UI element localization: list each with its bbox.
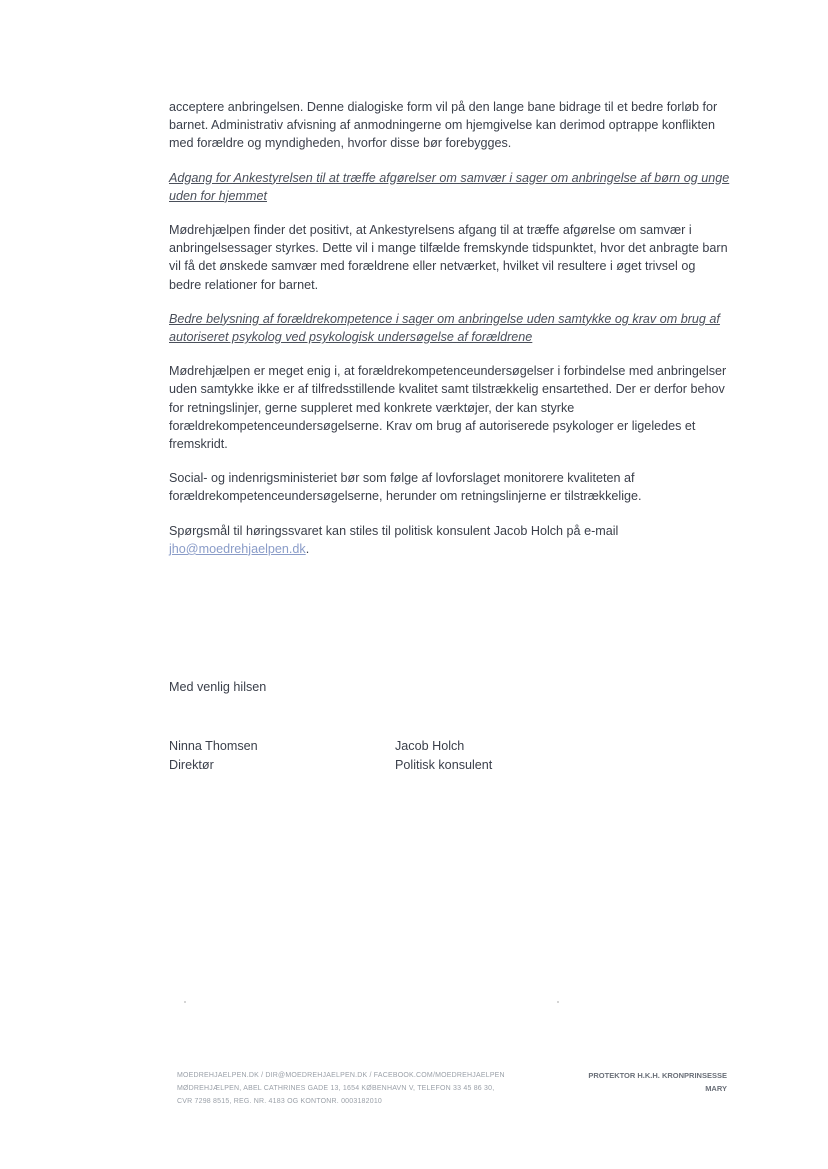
protector-line-2: MARY: [705, 1084, 727, 1093]
section-heading-foraeldrekompetence: Bedre belysning af forældrekompetence i sager om anbringelse uden samtykke og krav om brug af autoriseret psykolog ved psykologisk undersøgelse af forældrene: [169, 311, 720, 345]
scan-speck: [184, 1001, 186, 1003]
footer-line-web: MOEDREHJAELPEN.DK / DIR@MOEDREHJAELPEN.DK / FACEBOOK.COM/MOEDREHJAELPEN: [177, 1072, 505, 1079]
footer-line-address: MØDREHJÆLPEN, ABEL CATHRINES GADE 13, 1654 KØBENHAVN V, TELEFON 33 45 86 30,: [177, 1085, 495, 1092]
signer-title: Politisk konsulent: [395, 757, 493, 772]
paragraph-2: Mødrehjælpen finder det positivt, at Ankestyrelsens afgang til at træffe afgørelse om samvær i anbringelsessager styrkes. Dette vil i mange tilfælde fremskynde tidspunktet, hvor det anbragte barn vil få det ønskede samvær med forældrene eller netværket, hvilket vil resultere i øget trivsel og bedre relationer for barnet.: [169, 223, 728, 292]
contact-text: Spørgsmål til høringssvaret kan stiles til politisk konsulent Jacob Holch på e-mail: [169, 523, 619, 538]
signer-title: Direktør: [169, 757, 214, 772]
paragraph-contact: [169, 522, 731, 558]
signer-name: Ninna Thomsen: [169, 739, 258, 753]
protector-line-1: PROTEKTOR H.K.H. KRONPRINSESSE: [588, 1071, 727, 1080]
paragraph-4: Social- og indenrigsministeriet bør som følge af lovforslaget monitorere kvaliteten af forældrekompetenceundersøgelserne, herunder om retningslinjerne er tilstrækkelige.: [169, 471, 642, 504]
signature-block-director: [169, 737, 258, 774]
section-heading-ankestyrelsen: Adgang for Ankestyrelsen til at træffe afgørelser om samvær i sager om anbringelse af børn og unge uden for hjemmet: [169, 170, 730, 203]
letter-body: [169, 98, 731, 574]
paragraph-1: acceptere anbringelsen. Denne dialogiske form vil på den lange bane bidrage til et bedre forløb for barnet. Administrativ afvisning af anmodningerne om hjemgivelse kan derimod optrappe konflikten med forældre og myndigheden, hvorfor disse bør forebygges.: [169, 100, 718, 151]
contact-email-link[interactable]: jho@moedrehjaelpen.dk: [169, 541, 306, 556]
footer-line-bank: CVR 7298 8515, REG. NR. 4183 OG KONTONR. 0003182010: [177, 1098, 383, 1105]
contact-end: .: [305, 541, 310, 556]
scan-speck: [557, 1001, 559, 1003]
footer-contact-info: [177, 1069, 505, 1108]
signature-block-consultant: [395, 737, 492, 774]
paragraph-3: Mødrehjælpen er meget enig i, at forældrekompetenceundersøgelser i forbindelse med anbringelser uden samtykke ikke er af tilfredsstillende kvalitet samt tilstrækkelig ensartethed. Der er derfor behov for retningslinjer, gerne suppleret med konkrete værktøjer, der kan styrke forældrekompetenceundersøgelserne. Krav om brug af autoriserede psykologer er ligeledes et fremskridt.: [169, 364, 727, 452]
closing-greeting: Med venlig hilsen: [169, 680, 267, 694]
signer-name: Jacob Holch: [395, 739, 465, 753]
footer-protector: [588, 1069, 727, 1095]
